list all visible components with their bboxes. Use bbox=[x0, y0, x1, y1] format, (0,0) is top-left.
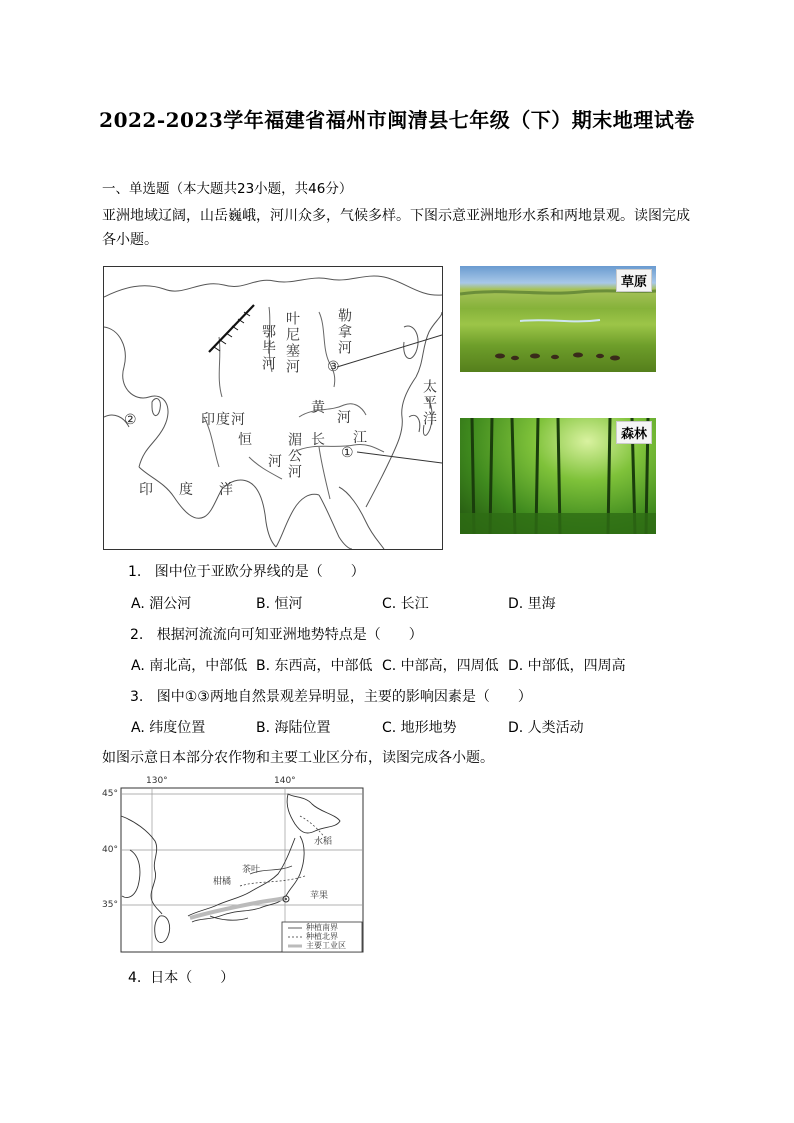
question-1-stem: 图中位于亚欧分界线的是（ ） bbox=[154, 564, 365, 580]
q2-option-b: B. 东西高，中部低 bbox=[256, 658, 373, 674]
asia-map bbox=[103, 266, 443, 550]
river-label-yangtze-b: 江 bbox=[353, 430, 367, 446]
forest-photo bbox=[460, 418, 656, 534]
lon-130-label: 130° bbox=[146, 776, 168, 786]
q2-option-d: D. 中部低，四周高 bbox=[508, 658, 626, 674]
lat-40-label: 40° bbox=[102, 845, 118, 855]
marker-2: ② bbox=[124, 412, 137, 428]
ocean-label-pacific: 太平洋 bbox=[421, 379, 437, 427]
asia-map-outline bbox=[104, 267, 442, 549]
river-label-lena: 勒拿河 bbox=[336, 308, 352, 356]
japan-map bbox=[100, 776, 366, 954]
river-label-mekong: 湄公河 bbox=[286, 432, 302, 480]
q3-option-d: D. 人类活动 bbox=[508, 720, 584, 736]
grassland-label: 草原 bbox=[616, 269, 652, 292]
river-label-indus: 印度河 bbox=[201, 412, 246, 428]
lon-140-label: 140° bbox=[274, 776, 296, 786]
legend-south-boundary: 种植南界 bbox=[306, 923, 338, 932]
marker-1: ① bbox=[341, 445, 354, 461]
q2-option-a: A. 南北高，中部低 bbox=[131, 658, 248, 674]
q3-option-a: A. 纬度位置 bbox=[131, 720, 206, 736]
river-label-ob: 鄂毕河 bbox=[260, 324, 276, 372]
q2-option-c: C. 中部高，四周低 bbox=[382, 658, 499, 674]
river-label-yellow-a: 黄 bbox=[311, 400, 325, 416]
question-2-number: 2. bbox=[130, 627, 144, 643]
q1-option-b: B. 恒河 bbox=[256, 596, 303, 612]
intro-paragraph-2: 如图示意日本部分农作物和主要工业区分布，读图完成各小题。 bbox=[102, 750, 494, 766]
tea-label: 茶叶 bbox=[242, 865, 261, 875]
question-4-number: 4. bbox=[128, 970, 142, 986]
lat-35-label: 35° bbox=[102, 900, 118, 910]
q1-option-c: C. 长江 bbox=[382, 596, 429, 612]
lat-45-label: 45° bbox=[102, 789, 118, 799]
marker-3: ③ bbox=[327, 359, 340, 375]
grassland-photo bbox=[460, 266, 656, 372]
river-label-yenisei: 叶尼塞河 bbox=[284, 311, 300, 375]
q1-option-a: A. 湄公河 bbox=[131, 596, 192, 612]
question-2-stem: 根据河流流向可知亚洲地势特点是（ ） bbox=[156, 627, 423, 643]
section-header: 一、单选题（本大题共23小题，共46分） bbox=[102, 181, 353, 197]
question-3-stem: 图中①③两地自然景观差异明显，主要的影响因素是（ ） bbox=[156, 689, 532, 705]
river-label-ganges-a: 恒 bbox=[238, 432, 252, 448]
q3-option-c: C. 地形地势 bbox=[382, 720, 457, 736]
apple-label: 苹果 bbox=[310, 891, 329, 901]
river-label-yellow-b: 河 bbox=[337, 410, 351, 426]
river-label-ganges-b: 河 bbox=[268, 454, 282, 470]
legend-industrial-zone: 主要工业区 bbox=[306, 941, 346, 950]
question-4-stem: 日本（ ） bbox=[150, 970, 235, 986]
intro-paragraph-1: 亚洲地域辽阔，山岳巍峨，河川众多，气候多样。下图示意亚洲地形水系和两地景观。读图完成各小题。 bbox=[102, 208, 690, 248]
river-label-yangtze-a: 长 bbox=[311, 432, 325, 448]
q3-option-b: B. 海陆位置 bbox=[256, 720, 331, 736]
rice-label: 水稻 bbox=[314, 837, 333, 847]
question-3 bbox=[130, 686, 532, 706]
q1-option-d: D. 里海 bbox=[508, 596, 556, 612]
citrus-label: 柑橘 bbox=[213, 877, 232, 887]
question-1 bbox=[128, 561, 365, 581]
ocean-label-indian: 印 度 洋 bbox=[139, 482, 239, 498]
question-2 bbox=[130, 624, 423, 644]
page-title: 2022-2023学年福建省福州市闽清县七年级（下）期末地理试卷 bbox=[99, 108, 695, 132]
question-3-number: 3. bbox=[130, 689, 144, 705]
question-4 bbox=[128, 967, 234, 987]
question-1-number: 1. bbox=[128, 564, 142, 580]
forest-label: 森林 bbox=[616, 421, 652, 444]
legend-north-boundary: 种植北界 bbox=[306, 932, 338, 941]
